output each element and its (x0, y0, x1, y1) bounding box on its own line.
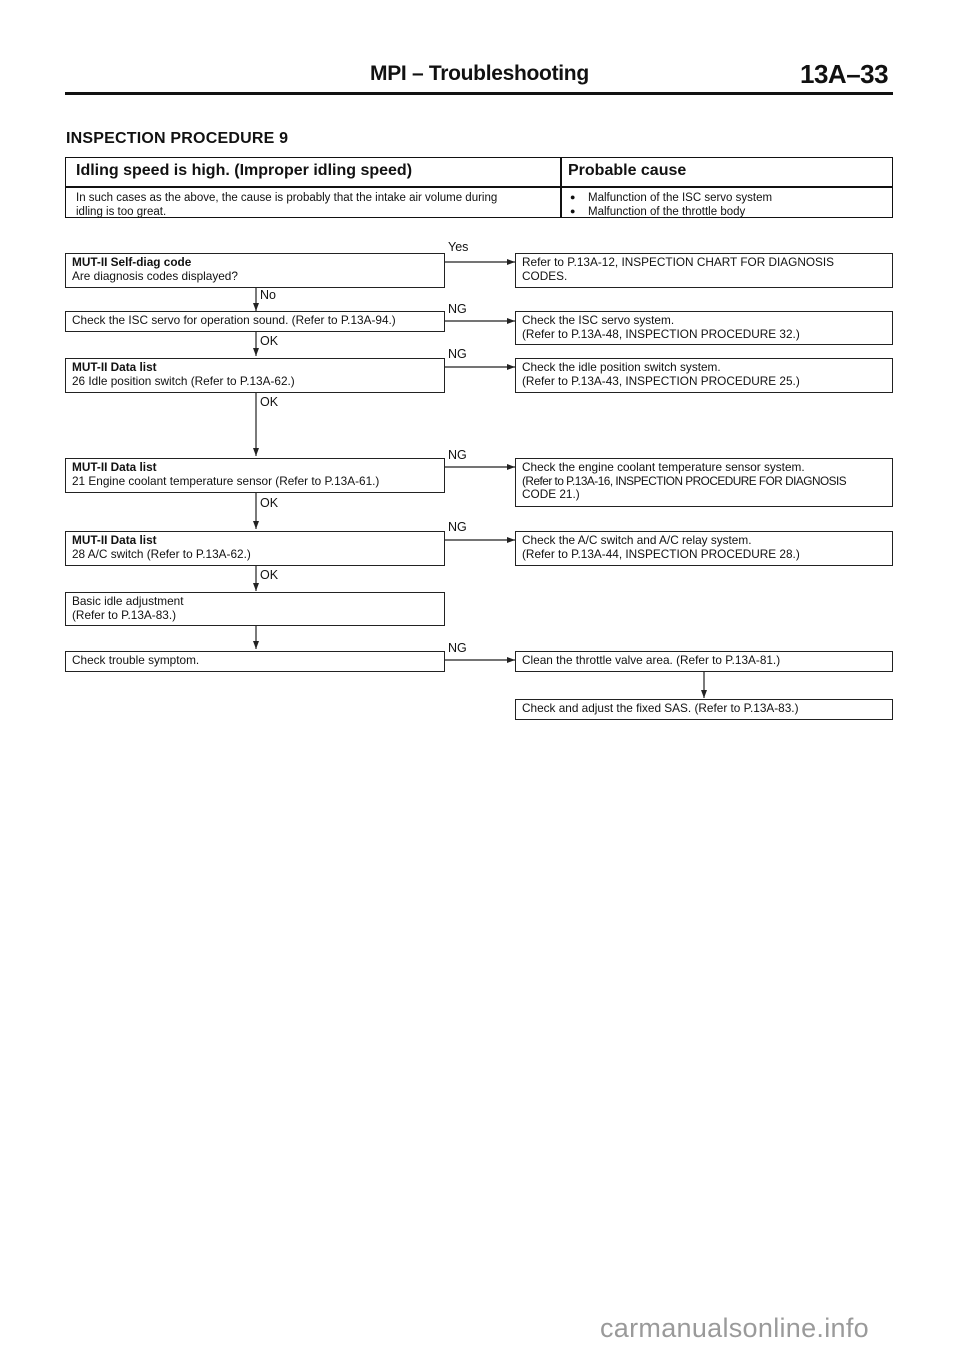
step-title: MUT-II Data list (72, 360, 157, 374)
watermark: carmanualsonline.info (600, 1313, 869, 1343)
step-title: MUT-II Data list (72, 460, 157, 474)
branch-ok-label: OK (260, 496, 279, 510)
step-idle-position (65, 358, 445, 393)
step-text: Check and adjust the fixed SAS. (Refer to P.13A-83.) (522, 701, 799, 715)
procedure-title: INSPECTION PROCEDURE 9 (66, 130, 289, 147)
step-text: 28 A/C switch (Refer to P.13A-62.) (72, 546, 251, 561)
result-box (515, 651, 893, 672)
step-ac-switch (65, 531, 445, 566)
result-line: Refer to P.13A-12, INSPECTION CHART FOR DIAGNOSIS (522, 255, 835, 269)
result-line: (Refer to P.13A-48, INSPECTION PROCEDURE 32.) (522, 326, 800, 341)
result-line: CODES. (522, 268, 568, 283)
step-text: Basic idle adjustment (72, 594, 184, 608)
branch-ng-label: NG (448, 347, 467, 361)
step-self-diag (65, 253, 445, 288)
step-text: (Refer to P.13A-83.) (72, 607, 177, 622)
result-line: Clean the throttle valve area. (Refer to P.13A-81.) (522, 653, 781, 667)
result-line: (Refer to P.13A-44, INSPECTION PROCEDURE 28.) (522, 546, 800, 561)
section-title: MPI – Troubleshooting (370, 62, 589, 85)
cause-header: Probable cause (568, 162, 687, 179)
step-text: Check the ISC servo for operation sound. (Refer to P.13A-94.) (72, 313, 396, 327)
symptom-line-1: In such cases as the above, the cause is probably that the intake air volume during (76, 192, 498, 204)
result-line: (Refer to P.13A-16, INSPECTION PROCEDURE FOR DIAGNOSIS (522, 473, 847, 488)
branch-yes-label: Yes (448, 240, 469, 254)
result-line: Check the idle position switch system. (522, 360, 721, 374)
step-text: 26 Idle position switch (Refer to P.13A-62.) (72, 373, 295, 388)
result-line: Check the ISC servo system. (522, 313, 675, 327)
result-line: (Refer to P.13A-43, INSPECTION PROCEDURE 25.) (522, 373, 800, 388)
result-box (515, 531, 893, 566)
branch-ng-label: NG (448, 641, 467, 655)
branch-ok-label: OK (260, 568, 279, 582)
branch-ng-label: NG (448, 448, 467, 462)
result-line: Check the engine coolant temperature sensor system. (522, 460, 805, 474)
step-trouble-symptom (65, 651, 445, 672)
branch-no-label: No (260, 288, 276, 302)
branch-ng-label: NG (448, 302, 467, 316)
step-text: Are diagnosis codes displayed? (72, 268, 238, 283)
step-title: MUT-II Self-diag code (72, 255, 192, 269)
branch-ok-label: OK (260, 395, 279, 409)
result-box (515, 458, 893, 507)
branch-ok-label: OK (260, 334, 279, 348)
symptom-header: Idling speed is high. (Improper idling speed) (76, 162, 413, 179)
step-isc-servo (65, 311, 445, 332)
result-box (515, 358, 893, 393)
step-text: Check trouble symptom. (72, 653, 200, 667)
cause-item: ● Malfunction of the ISC servo system (570, 191, 772, 205)
step-text: 21 Engine coolant temperature sensor (Refer to P.13A-61.) (72, 473, 380, 488)
cause-item: ● Malfunction of the throttle body (570, 205, 772, 219)
symptom-line-2: idling is too great. (76, 206, 167, 218)
step-title: MUT-II Data list (72, 533, 157, 547)
page-number: 13A–33 (800, 59, 889, 89)
result-box (515, 253, 893, 288)
result-line: CODE 21.) (522, 487, 580, 501)
branch-ng-label: NG (448, 520, 467, 534)
step-fixed-sas (515, 699, 893, 720)
step-coolant-sensor (65, 458, 445, 493)
step-basic-idle (65, 592, 445, 626)
result-box (515, 311, 893, 345)
result-line: Check the A/C switch and A/C relay system. (522, 533, 752, 547)
